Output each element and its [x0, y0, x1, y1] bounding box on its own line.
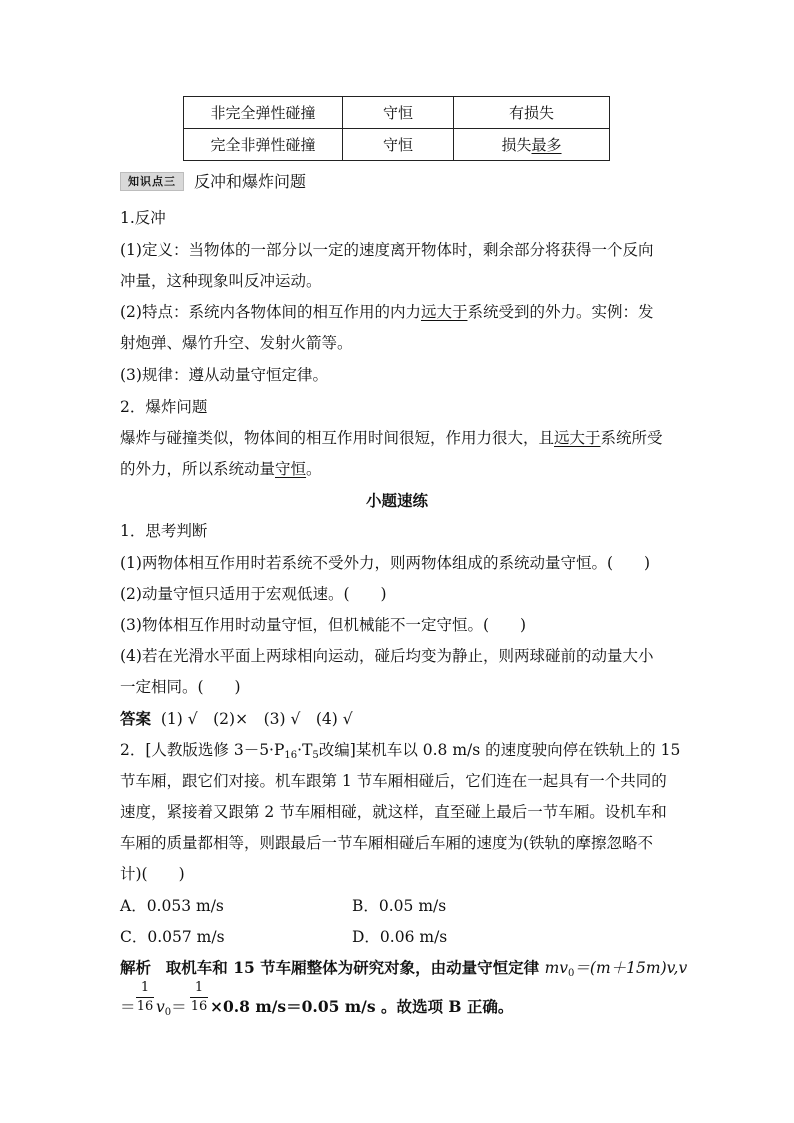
solution-label: 解析 — [120, 958, 152, 977]
question-1-heading: 1．思考判断 — [120, 522, 208, 540]
recoil-heading: 1.反冲 — [120, 209, 166, 227]
answer-line — [120, 709, 353, 729]
judgment-1: (1)两物体相互作用时若系统不受外力，则两物体组成的系统动量守恒。( ) — [120, 554, 651, 572]
text-span: 取机车和 15 节车厢整体为研究对象，由动量守恒定律 — [165, 958, 545, 977]
fraction-numerator: 1 — [194, 980, 204, 995]
question-2-line: 节车厢，跟它们对接。机车跟第 1 节车厢相碰后，它们连在一起具有一个共同的 — [120, 772, 667, 790]
text-line: 射炮弹、爆竹升空、发射火箭等。 — [120, 334, 353, 352]
text-line: (3)规律：遵从动量守恒定律。 — [120, 366, 328, 384]
subscript: 0 — [164, 1007, 172, 1018]
text-line: (1)定义：当物体的一部分以一定的速度离开物体时，剩余部分将获得一个反向 — [120, 241, 654, 259]
cell-text: 有损失 — [508, 104, 554, 122]
text-span: 。 — [306, 460, 322, 478]
fraction-denominator: 16 — [190, 999, 208, 1014]
section-title: 反冲和爆炸问题 — [194, 172, 307, 191]
subscript: 0 — [568, 968, 575, 979]
option-c: C．0.057 m/s — [120, 928, 225, 946]
underlined-text: 守恒 — [275, 460, 307, 478]
math-variable: v — [156, 998, 165, 1016]
collision-table — [183, 96, 610, 161]
table-cell: 守恒 — [343, 129, 454, 161]
fraction-bar — [136, 997, 154, 998]
fraction-denominator: 16 — [136, 999, 154, 1014]
judgment-2: (2)动量守恒只适用于宏观低速。( ) — [120, 585, 387, 603]
judgment-4-cont: 一定相同。( ) — [120, 678, 241, 696]
fraction-2 — [190, 980, 208, 1015]
subscript: 16 — [284, 750, 298, 761]
text-span: (2)特点：系统内各物体间的相互作用的内力 — [120, 303, 421, 321]
text-span: ·T — [297, 741, 313, 759]
fraction-numerator: 1 — [140, 980, 150, 995]
underlined-text: 远大于 — [420, 303, 468, 321]
answer-label: 答案 — [120, 709, 152, 728]
solution-tail: ×0.8 m/s＝0.05 m/s 。故选项 B 正确。 — [210, 997, 514, 1016]
solution-equation-start: ＝ — [120, 998, 136, 1016]
text-line — [120, 302, 654, 322]
fraction-bar — [190, 997, 208, 998]
question-2-line — [120, 740, 680, 766]
text-line — [120, 428, 663, 448]
judgment-4: (4)若在光滑水平面上两球相向运动，碰后均变为静止，则两球碰前的动量大小 — [120, 647, 654, 665]
answer-text: (1) √ (2)× (3) √ (4) √ — [160, 710, 353, 728]
cell-underlined-text: 最多 — [531, 136, 562, 154]
table-cell — [454, 97, 610, 129]
text-span: 2．[人教版选修 3－5·P — [120, 741, 285, 759]
option-b: B．0.05 m/s — [352, 897, 447, 915]
question-2-line: 车厢的质量都相等，则跟最后一节车厢相碰后车厢的速度为(铁轨的摩擦忽略不 — [120, 834, 654, 852]
text-span: 改编]某机车以 0.8 m/s 的速度驶向停在铁轨上的 15 — [318, 741, 681, 759]
section-badge: 知识点三 — [120, 172, 184, 191]
table-cell: 守恒 — [343, 97, 454, 129]
text-span: 系统受到的外力。实例：发 — [467, 303, 654, 321]
math-text: mv — [544, 959, 569, 977]
text-span: 系统所受 — [600, 429, 663, 447]
table-cell — [454, 129, 610, 161]
text-span: ＝ — [171, 998, 187, 1016]
question-2-line: 计)( ) — [120, 865, 185, 883]
fraction-1 — [136, 980, 154, 1015]
underlined-text: 远大于 — [554, 429, 601, 447]
text-line: 冲量，这种现象叫反冲运动。 — [120, 272, 322, 290]
math-text — [156, 997, 187, 1023]
judgment-3: (3)物体相互作用时动量守恒，但机械能不一定守恒。( ) — [120, 616, 527, 634]
table-cell: 完全非弹性碰撞 — [184, 129, 343, 161]
text-line — [120, 459, 322, 479]
option-a: A．0.053 m/s — [120, 897, 224, 915]
option-d: D．0.06 m/s — [352, 928, 448, 946]
table-row — [184, 97, 610, 129]
cell-text: 损失 — [501, 136, 532, 154]
practice-title: 小题速练 — [366, 491, 429, 510]
text-span: 的外力，所以系统动量 — [120, 460, 276, 478]
subscript: 5 — [312, 750, 319, 761]
table-row — [184, 129, 610, 161]
math-text: ＝(m＋15m)v,v — [574, 959, 688, 977]
table-cell: 非完全弹性碰撞 — [184, 97, 343, 129]
explosion-heading: 2．爆炸问题 — [120, 398, 208, 416]
question-2-line: 速度，紧接着又跟第 2 节车厢相碰，就这样，直至碰上最后一节车厢。设机车和 — [120, 803, 667, 821]
text-span: 爆炸与碰撞类似，物体间的相互作用时间很短，作用力很大，且 — [120, 429, 555, 447]
